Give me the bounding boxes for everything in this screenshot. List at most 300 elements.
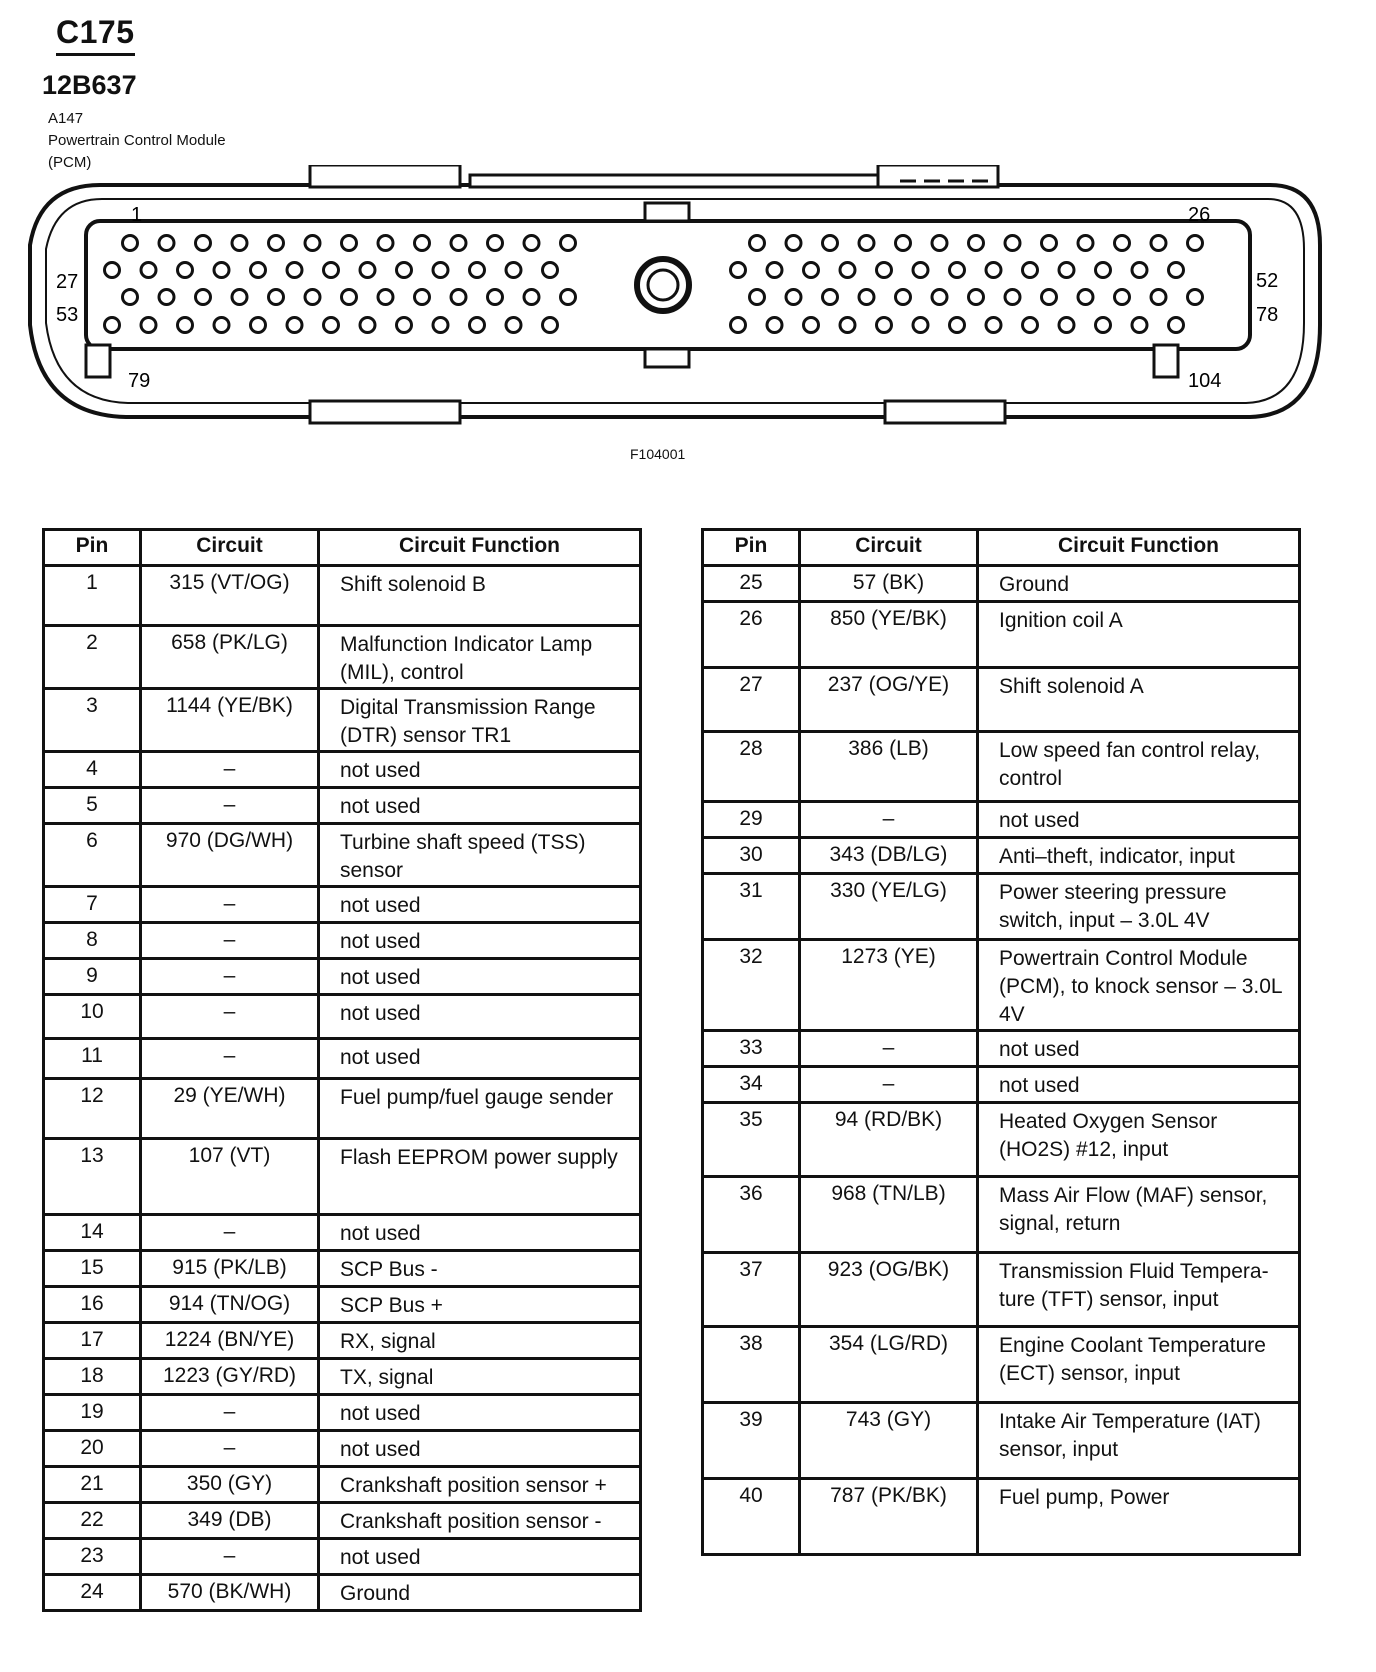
pin-hole <box>1115 290 1130 305</box>
pin-hole <box>1023 263 1038 278</box>
circuit-cell: – <box>800 1067 978 1103</box>
pin-hole <box>1059 318 1074 333</box>
table-row <box>703 1403 1300 1479</box>
pin-cell: 20 <box>44 1431 141 1467</box>
pin-cell: 27 <box>703 668 800 732</box>
table-row <box>44 824 641 887</box>
pin-hole <box>397 263 412 278</box>
pin-hole <box>1078 236 1093 251</box>
pin-hole <box>731 263 746 278</box>
pin-hole <box>823 236 838 251</box>
pin-hole <box>378 290 393 305</box>
pin-hole <box>287 318 302 333</box>
function-cell: Heated Oxygen Sensor (HO2S) #12, input <box>978 1103 1300 1177</box>
pin-hole <box>840 263 855 278</box>
circuit-cell: 915 (PK/LB) <box>141 1251 319 1287</box>
function-cell: Anti–theft, indicator, input <box>978 838 1300 874</box>
pin-hole <box>877 318 892 333</box>
pin-hole <box>360 318 375 333</box>
function-cell: not used <box>978 802 1300 838</box>
pin-label-52: 52 <box>1256 270 1279 292</box>
table-row <box>44 1287 641 1323</box>
corner-tab-left <box>86 345 110 377</box>
pin-label-53: 53 <box>56 304 79 326</box>
pin-cell: 11 <box>44 1039 141 1079</box>
table-row <box>44 1359 641 1395</box>
pin-cell: 3 <box>44 689 141 752</box>
header-function: Circuit Function <box>978 530 1300 566</box>
function-cell: not used <box>319 995 641 1039</box>
circuit-cell: 850 (YE/BK) <box>800 602 978 668</box>
pin-label-26: 26 <box>1188 204 1211 226</box>
table-row <box>44 1251 641 1287</box>
pin-hole <box>986 263 1001 278</box>
pinout-table-left <box>42 528 642 1612</box>
pin-cell: 28 <box>703 732 800 802</box>
module-code: A147 <box>48 110 84 127</box>
pin-cell: 18 <box>44 1359 141 1395</box>
pin-hole <box>932 236 947 251</box>
pin-hole <box>859 290 874 305</box>
pin-label-27: 27 <box>56 271 79 293</box>
function-cell: not used <box>319 959 641 995</box>
pin-hole <box>823 290 838 305</box>
table-row <box>44 1539 641 1575</box>
pin-hole <box>932 290 947 305</box>
pin-hole <box>1096 318 1111 333</box>
figure-id: F104001 <box>630 446 686 462</box>
pin-hole <box>804 263 819 278</box>
pin-hole <box>1042 236 1057 251</box>
function-cell: Intake Air Temperature (IAT) sensor, input <box>978 1403 1300 1479</box>
table-row <box>703 1067 1300 1103</box>
pin-hole <box>786 236 801 251</box>
pin-hole <box>305 236 320 251</box>
function-cell: Malfunction Indicator Lamp (MIL), control <box>319 626 641 689</box>
pin-hole <box>786 290 801 305</box>
table-row <box>703 1479 1300 1555</box>
pin-hole <box>214 318 229 333</box>
pin-hole <box>269 290 284 305</box>
circuit-cell: 237 (OG/YE) <box>800 668 978 732</box>
circuit-cell: – <box>141 887 319 923</box>
pin-hole <box>1132 263 1147 278</box>
pin-hole <box>877 263 892 278</box>
circuit-cell: 1144 (YE/BK) <box>141 689 319 752</box>
function-cell: Mass Air Flow (MAF) sensor, signal, return <box>978 1177 1300 1253</box>
table-row <box>703 1177 1300 1253</box>
pin-cell: 22 <box>44 1503 141 1539</box>
pin-hole <box>767 318 782 333</box>
pin-cell: 16 <box>44 1287 141 1323</box>
pin-hole <box>969 236 984 251</box>
circuit-cell: – <box>141 1039 319 1079</box>
circuit-cell: 743 (GY) <box>800 1403 978 1479</box>
center-bolt <box>637 259 689 311</box>
table-row <box>44 1395 641 1431</box>
function-cell: SCP Bus - <box>319 1251 641 1287</box>
pin-cell: 5 <box>44 788 141 824</box>
circuit-cell: 923 (OG/BK) <box>800 1253 978 1327</box>
pin-hole <box>232 290 247 305</box>
circuit-cell: – <box>141 1539 319 1575</box>
pin-hole <box>141 318 156 333</box>
pin-hole <box>470 318 485 333</box>
table-row <box>703 668 1300 732</box>
pin-cell: 37 <box>703 1253 800 1327</box>
table-row <box>703 874 1300 940</box>
function-cell: not used <box>319 752 641 788</box>
table-row <box>44 1079 641 1139</box>
circuit-cell: 57 (BK) <box>800 566 978 602</box>
circuit-cell: – <box>141 1215 319 1251</box>
table-row <box>703 732 1300 802</box>
pin-cell: 29 <box>703 802 800 838</box>
table-row <box>703 802 1300 838</box>
function-cell: Engine Coolant Temperature (ECT) sensor, input <box>978 1327 1300 1403</box>
pin-cell: 26 <box>703 602 800 668</box>
pin-cell: 31 <box>703 874 800 940</box>
function-cell: Digital Transmission Range (DTR) sensor TR1 <box>319 689 641 752</box>
pin-hole <box>488 290 503 305</box>
circuit-cell: – <box>141 1395 319 1431</box>
corner-tab-right <box>1154 345 1178 377</box>
pin-hole <box>750 290 765 305</box>
function-cell: not used <box>319 1395 641 1431</box>
circuit-cell: 968 (TN/LB) <box>800 1177 978 1253</box>
pin-hole <box>561 236 576 251</box>
pin-hole <box>324 263 339 278</box>
pin-hole <box>1115 236 1130 251</box>
circuit-cell: 350 (GY) <box>141 1467 319 1503</box>
pin-hole <box>1078 290 1093 305</box>
pin-cell: 33 <box>703 1031 800 1067</box>
pin-label-78: 78 <box>1256 304 1279 326</box>
table-row <box>44 887 641 923</box>
function-cell: not used <box>319 923 641 959</box>
pin-cell: 2 <box>44 626 141 689</box>
function-cell: Ground <box>319 1575 641 1611</box>
function-cell: TX, signal <box>319 1359 641 1395</box>
pin-hole <box>896 236 911 251</box>
circuit-cell: – <box>141 923 319 959</box>
pin-hole <box>913 263 928 278</box>
pin-hole <box>232 236 247 251</box>
pin-hole <box>269 236 284 251</box>
pin-hole <box>543 318 558 333</box>
pin-hole <box>1023 318 1038 333</box>
pin-cell: 8 <box>44 923 141 959</box>
circuit-cell: 343 (DB/LG) <box>800 838 978 874</box>
pin-hole <box>451 290 466 305</box>
function-cell: Shift solenoid A <box>978 668 1300 732</box>
pin-cell: 15 <box>44 1251 141 1287</box>
circuit-cell: 315 (VT/OG) <box>141 566 319 626</box>
pin-cell: 23 <box>44 1539 141 1575</box>
function-cell: Transmission Fluid Tempera-ture (TFT) sensor, input <box>978 1253 1300 1327</box>
pin-hole <box>287 263 302 278</box>
table-row <box>44 626 641 689</box>
pin-hole <box>159 236 174 251</box>
circuit-cell: 354 (LG/RD) <box>800 1327 978 1403</box>
pin-cell: 19 <box>44 1395 141 1431</box>
table-row <box>44 1467 641 1503</box>
pin-hole <box>159 290 174 305</box>
pin-hole <box>1169 263 1184 278</box>
pin-hole <box>214 263 229 278</box>
function-cell: Crankshaft position sensor - <box>319 1503 641 1539</box>
table-row <box>44 752 641 788</box>
table-row <box>44 1039 641 1079</box>
circuit-cell: 1273 (YE) <box>800 940 978 1031</box>
pin-hole <box>1188 236 1203 251</box>
pin-hole <box>1151 290 1166 305</box>
pin-hole <box>731 318 746 333</box>
pin-hole <box>105 318 120 333</box>
table-row <box>44 959 641 995</box>
pin-cell: 9 <box>44 959 141 995</box>
pin-cell: 7 <box>44 887 141 923</box>
pin-hole <box>913 318 928 333</box>
table-row <box>703 602 1300 668</box>
pin-hole <box>123 290 138 305</box>
table-row <box>44 1431 641 1467</box>
pin-cell: 10 <box>44 995 141 1039</box>
table-row <box>44 1323 641 1359</box>
pin-cell: 17 <box>44 1323 141 1359</box>
circuit-cell: 1224 (BN/YE) <box>141 1323 319 1359</box>
pin-hole <box>969 290 984 305</box>
pin-hole <box>561 290 576 305</box>
function-cell: not used <box>978 1067 1300 1103</box>
pin-hole <box>804 318 819 333</box>
table-row <box>703 1031 1300 1067</box>
function-cell: RX, signal <box>319 1323 641 1359</box>
pin-cell: 35 <box>703 1103 800 1177</box>
pin-cell: 4 <box>44 752 141 788</box>
function-cell: Flash EEPROM power supply <box>319 1139 641 1215</box>
table-row <box>703 1253 1300 1327</box>
pin-cell: 24 <box>44 1575 141 1611</box>
connector-diagram <box>0 165 1376 445</box>
function-cell: Powertrain Control Module (PCM), to knock sensor – 3.0L 4V <box>978 940 1300 1031</box>
pin-hole <box>986 318 1001 333</box>
function-cell: Turbine shaft speed (TSS) sensor <box>319 824 641 887</box>
pin-cell: 1 <box>44 566 141 626</box>
pin-cell: 38 <box>703 1327 800 1403</box>
function-cell: not used <box>319 788 641 824</box>
pin-hole <box>950 263 965 278</box>
pin-cell: 25 <box>703 566 800 602</box>
table-row <box>703 1327 1300 1403</box>
circuit-cell: – <box>141 959 319 995</box>
function-cell: not used <box>978 1031 1300 1067</box>
pin-hole <box>470 263 485 278</box>
circuit-cell: 658 (PK/LG) <box>141 626 319 689</box>
pin-hole <box>305 290 320 305</box>
pin-hole <box>840 318 855 333</box>
function-cell: not used <box>319 887 641 923</box>
pin-hole <box>1005 290 1020 305</box>
pin-hole <box>324 318 339 333</box>
pin-cell: 6 <box>44 824 141 887</box>
pin-hole <box>1132 318 1147 333</box>
pin-cell: 21 <box>44 1467 141 1503</box>
pin-cell: 14 <box>44 1215 141 1251</box>
pin-hole <box>1059 263 1074 278</box>
pin-hole <box>378 236 393 251</box>
circuit-cell: – <box>141 752 319 788</box>
pin-hole <box>415 290 430 305</box>
pin-hole <box>767 263 782 278</box>
circuit-cell: – <box>141 1431 319 1467</box>
pin-cell: 34 <box>703 1067 800 1103</box>
table-row <box>44 1215 641 1251</box>
pin-hole <box>1096 263 1111 278</box>
function-cell: not used <box>319 1539 641 1575</box>
pin-hole <box>506 263 521 278</box>
function-cell: Low speed fan control relay, control <box>978 732 1300 802</box>
pin-hole <box>141 263 156 278</box>
pin-cell: 40 <box>703 1479 800 1555</box>
pin-hole <box>123 236 138 251</box>
pin-hole <box>524 290 539 305</box>
part-number: 12B637 <box>42 70 137 100</box>
connector-id: C175 <box>56 14 135 56</box>
table-row <box>703 940 1300 1031</box>
table-header-row <box>703 530 1300 566</box>
table-row <box>44 1575 641 1611</box>
bottom-latch-left <box>310 401 460 423</box>
table-row <box>44 689 641 752</box>
table-header-row <box>44 530 641 566</box>
function-cell: Power steering pressure switch, input – 3.0L 4V <box>978 874 1300 940</box>
bottom-latch-right <box>885 401 1005 423</box>
key-bottom <box>645 349 689 367</box>
pin-hole <box>543 263 558 278</box>
pin-hole <box>1188 290 1203 305</box>
pin-hole <box>196 236 211 251</box>
pin-hole <box>342 236 357 251</box>
circuit-cell: 570 (BK/WH) <box>141 1575 319 1611</box>
pin-hole <box>251 318 266 333</box>
header-circuit: Circuit <box>141 530 319 566</box>
circuit-cell: 107 (VT) <box>141 1139 319 1215</box>
module-name: Powertrain Control Module <box>48 132 226 149</box>
pin-face <box>86 221 1250 349</box>
pinout-table-right <box>701 528 1301 1556</box>
top-latch-mid <box>470 175 880 187</box>
header-pin: Pin <box>703 530 800 566</box>
pin-label-104: 104 <box>1188 370 1222 392</box>
pin-hole <box>1169 318 1184 333</box>
pin-hole <box>342 290 357 305</box>
table-row <box>703 838 1300 874</box>
pin-hole <box>415 236 430 251</box>
top-latch-left <box>310 165 460 187</box>
pin-hole <box>488 236 503 251</box>
function-cell: Ignition coil A <box>978 602 1300 668</box>
pin-holes <box>105 236 1203 333</box>
pin-cell: 13 <box>44 1139 141 1215</box>
pin-hole <box>950 318 965 333</box>
function-cell: Ground <box>978 566 1300 602</box>
function-cell: Crankshaft position sensor + <box>319 1467 641 1503</box>
pin-hole <box>360 263 375 278</box>
pin-hole <box>524 236 539 251</box>
header-function: Circuit Function <box>319 530 641 566</box>
circuit-cell: – <box>141 788 319 824</box>
function-cell: not used <box>319 1039 641 1079</box>
circuit-cell: – <box>800 802 978 838</box>
key-top <box>645 203 689 221</box>
table-row <box>44 1139 641 1215</box>
pin-hole <box>750 236 765 251</box>
pin-cell: 30 <box>703 838 800 874</box>
module-abbr: (PCM) <box>48 154 92 171</box>
function-cell: Fuel pump/fuel gauge sender <box>319 1079 641 1139</box>
circuit-cell: 330 (YE/LG) <box>800 874 978 940</box>
pin-hole <box>178 263 193 278</box>
table-row <box>44 788 641 824</box>
circuit-cell: 29 (YE/WH) <box>141 1079 319 1139</box>
function-cell: not used <box>319 1215 641 1251</box>
pin-cell: 36 <box>703 1177 800 1253</box>
header-pin: Pin <box>44 530 141 566</box>
table-row <box>44 923 641 959</box>
table-row <box>703 1103 1300 1177</box>
circuit-cell: 970 (DG/WH) <box>141 824 319 887</box>
table-row <box>44 566 641 626</box>
pin-hole <box>433 263 448 278</box>
circuit-cell: 349 (DB) <box>141 1503 319 1539</box>
table-row <box>44 995 641 1039</box>
table-row <box>44 1503 641 1539</box>
pin-label-79: 79 <box>128 370 151 392</box>
pin-hole <box>433 318 448 333</box>
pin-hole <box>105 263 120 278</box>
top-latch-right <box>878 165 998 187</box>
circuit-cell: 1223 (GY/RD) <box>141 1359 319 1395</box>
circuit-cell: 94 (RD/BK) <box>800 1103 978 1177</box>
circuit-cell: 787 (PK/BK) <box>800 1479 978 1555</box>
pin-hole <box>397 318 412 333</box>
function-cell: Fuel pump, Power <box>978 1479 1300 1555</box>
pin-cell: 39 <box>703 1403 800 1479</box>
pin-hole <box>178 318 193 333</box>
function-cell: not used <box>319 1431 641 1467</box>
pin-cell: 12 <box>44 1079 141 1139</box>
header-circuit: Circuit <box>800 530 978 566</box>
circuit-cell: – <box>800 1031 978 1067</box>
pin-hole <box>859 236 874 251</box>
pin-hole <box>506 318 521 333</box>
function-cell: SCP Bus + <box>319 1287 641 1323</box>
pin-hole <box>896 290 911 305</box>
pin-hole <box>251 263 266 278</box>
pin-cell: 32 <box>703 940 800 1031</box>
table-row <box>703 566 1300 602</box>
pin-hole <box>1151 236 1166 251</box>
function-cell: Shift solenoid B <box>319 566 641 626</box>
pin-hole <box>1042 290 1057 305</box>
circuit-cell: – <box>141 995 319 1039</box>
pin-hole <box>451 236 466 251</box>
pin-label-1: 1 <box>131 204 143 226</box>
circuit-cell: 914 (TN/OG) <box>141 1287 319 1323</box>
circuit-cell: 386 (LB) <box>800 732 978 802</box>
pin-hole <box>196 290 211 305</box>
